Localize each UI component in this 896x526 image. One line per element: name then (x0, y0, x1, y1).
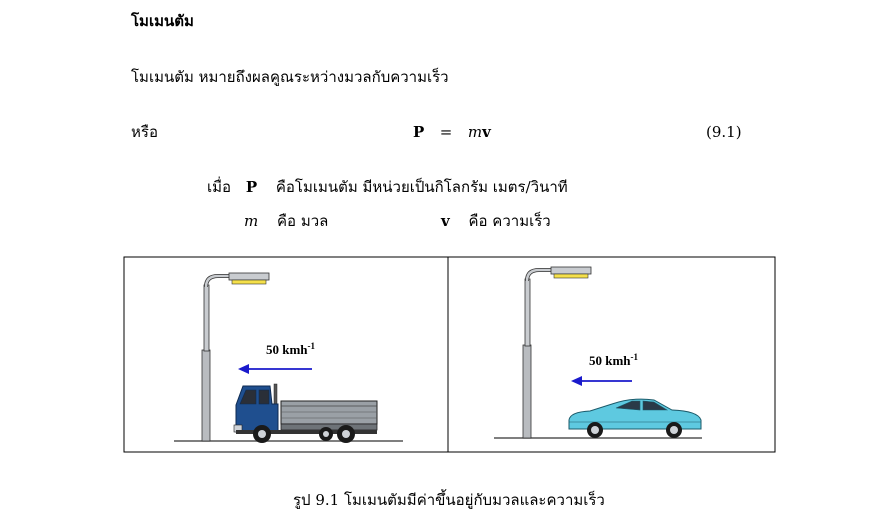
left-panel (174, 273, 403, 443)
where-prefix: เมื่อ (207, 178, 232, 196)
left-street-lamp-icon (202, 273, 269, 441)
formula-p-symbol: P (413, 123, 425, 141)
right-direction-arrow-icon (571, 376, 632, 386)
definition-text: โมเมนตัม หมายถึงผลคูณระหว่างมวลกับความเร็ว (131, 68, 449, 86)
where-v-symbol: v (441, 212, 450, 230)
equation-number: (9.1) (706, 123, 742, 141)
section-heading: โมเมนตัม (131, 12, 194, 30)
figure-caption: รูป 9.1 โมเมนตัมมีค่าขึ้นอยู่กับมวลและความเร็ว (293, 491, 605, 509)
formula-equals: = (439, 123, 453, 141)
where-m-description: คือ มวล (277, 212, 329, 230)
right-speed-label: 50 kmh$^{-1}$ (589, 352, 639, 368)
where-line-p (207, 178, 568, 196)
momentum-formula (413, 123, 491, 141)
formula-mass-symbol: m (467, 123, 483, 141)
car-icon (569, 399, 701, 438)
formula-velocity-symbol: v (482, 123, 491, 141)
left-direction-arrow-icon (238, 364, 312, 374)
or-label: หรือ (131, 123, 158, 141)
where-v-description: คือ ความเร็ว (468, 212, 551, 230)
where-line-v (441, 212, 551, 230)
right-street-lamp-icon (523, 267, 591, 438)
right-panel (494, 267, 702, 438)
where-p-description: คือโมเมนตัม มีหน่วยเป็นกิโลกรัม เมตร/วินาที (275, 178, 568, 196)
figure-frame (124, 257, 775, 452)
where-m-symbol: m (244, 212, 259, 230)
where-line-m (244, 212, 328, 230)
where-p-symbol: P (245, 178, 258, 196)
truck-icon (234, 384, 377, 443)
left-speed-label: 50 kmh$^{-1}$ (266, 341, 316, 357)
